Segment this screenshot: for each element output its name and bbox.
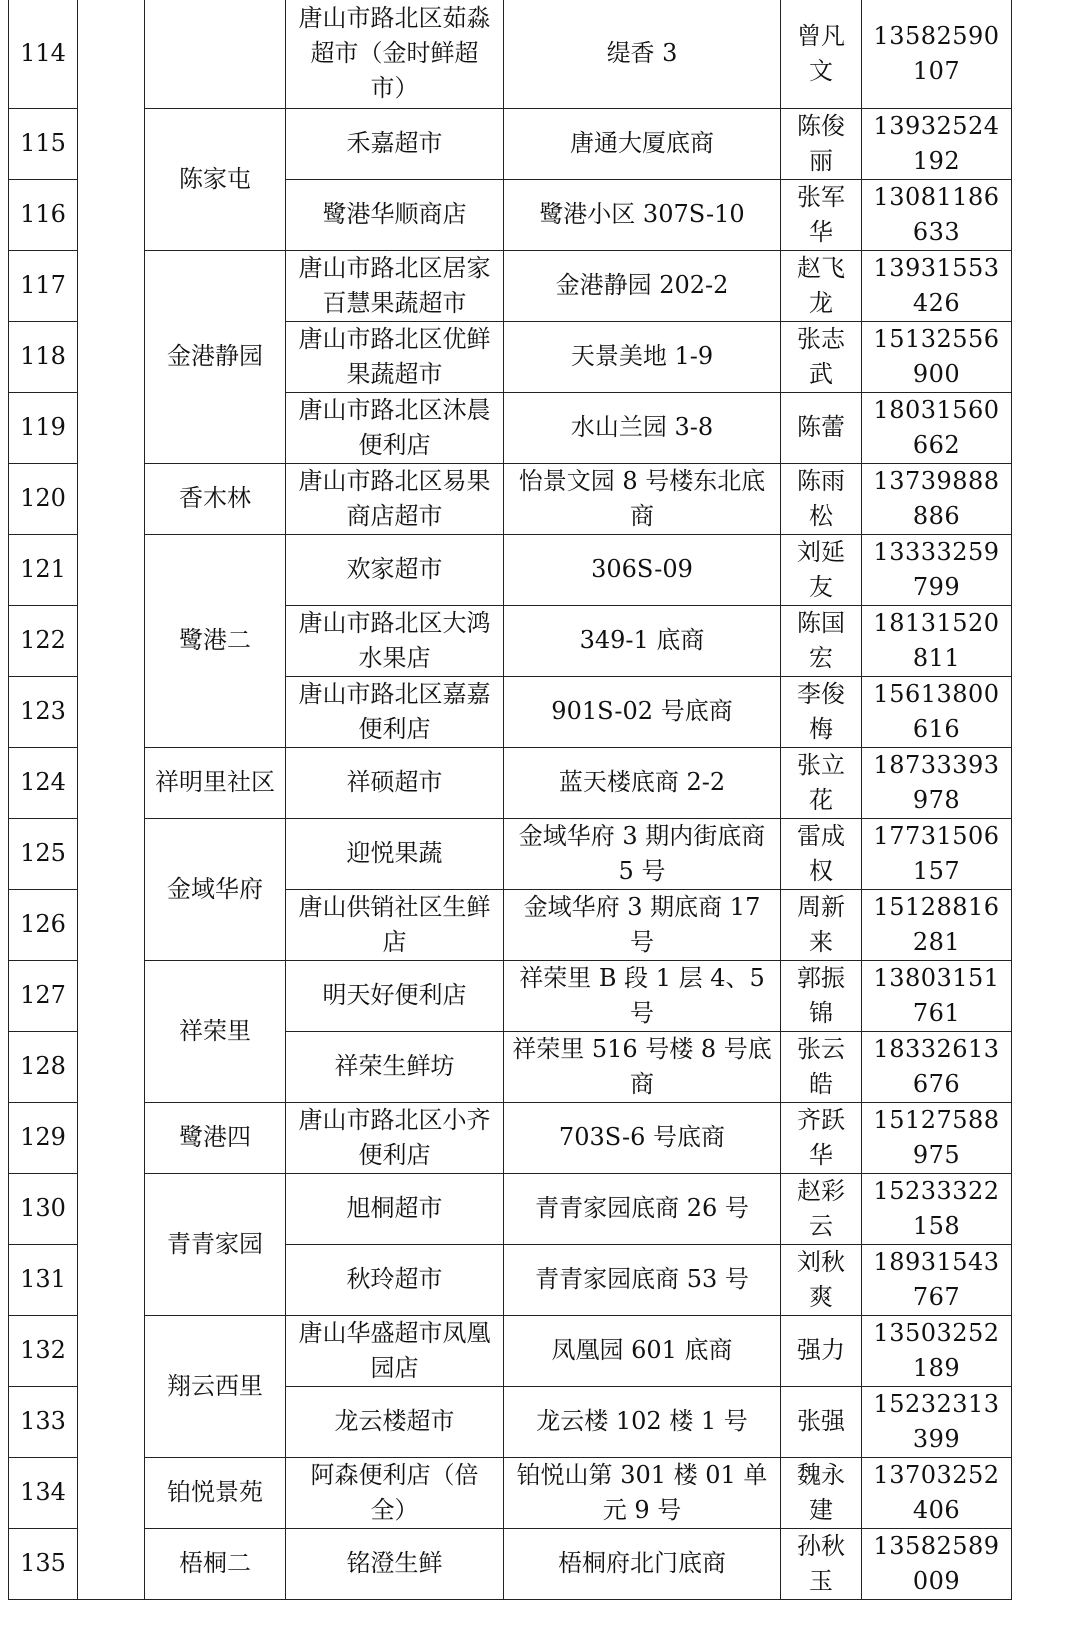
contact-person-cell: 雷成权	[781, 818, 862, 889]
row-number: 122	[9, 605, 78, 676]
contact-person-cell: 陈俊丽	[781, 108, 862, 179]
phone-cell: 13582589009	[862, 1528, 1012, 1599]
row-number: 130	[9, 1173, 78, 1244]
table-row	[9, 250, 1012, 321]
store-name-cell: 阿森便利店（倍全）	[286, 1457, 504, 1528]
store-name-cell: 祥硕超市	[286, 747, 504, 818]
table-row	[9, 1528, 1012, 1599]
community-cell	[145, 0, 286, 108]
table-row	[9, 747, 1012, 818]
table-row	[9, 1102, 1012, 1173]
phone-cell: 13503252189	[862, 1315, 1012, 1386]
community-cell: 翔云西里	[145, 1315, 286, 1457]
phone-cell: 15233322158	[862, 1173, 1012, 1244]
store-name-cell: 唐山市路北区茹淼超市（金时鲜超市）	[286, 0, 504, 108]
contact-person-cell: 赵飞龙	[781, 250, 862, 321]
row-number: 125	[9, 818, 78, 889]
table-row	[9, 1173, 1012, 1244]
community-cell: 铂悦景苑	[145, 1457, 286, 1528]
table-row	[9, 463, 1012, 534]
row-number: 135	[9, 1528, 78, 1599]
community-cell: 鹭港二	[145, 534, 286, 747]
address-cell: 水山兰园 3-8	[504, 392, 781, 463]
phone-cell: 15232313399	[862, 1386, 1012, 1457]
row-number: 127	[9, 960, 78, 1031]
address-cell: 349-1 底商	[504, 605, 781, 676]
contact-person-cell: 张志武	[781, 321, 862, 392]
phone-cell: 15127588975	[862, 1102, 1012, 1173]
store-name-cell: 祥荣生鲜坊	[286, 1031, 504, 1102]
contact-person-cell: 郭振锦	[781, 960, 862, 1031]
phone-cell: 13803151761	[862, 960, 1012, 1031]
community-cell: 梧桐二	[145, 1528, 286, 1599]
row-number: 131	[9, 1244, 78, 1315]
phone-cell: 13582590107	[862, 0, 1012, 108]
contact-person-cell: 周新来	[781, 889, 862, 960]
row-number: 128	[9, 1031, 78, 1102]
row-number: 119	[9, 392, 78, 463]
community-cell: 香木林	[145, 463, 286, 534]
address-cell: 梧桐府北门底商	[504, 1528, 781, 1599]
community-cell: 青青家园	[145, 1173, 286, 1315]
phone-cell: 13739888886	[862, 463, 1012, 534]
row-number: 120	[9, 463, 78, 534]
contact-person-cell: 齐跃华	[781, 1102, 862, 1173]
row-number: 117	[9, 250, 78, 321]
phone-cell: 15132556900	[862, 321, 1012, 392]
contact-person-cell: 李俊梅	[781, 676, 862, 747]
address-cell: 缇香 3	[504, 0, 781, 108]
row-number: 116	[9, 179, 78, 250]
row-number: 126	[9, 889, 78, 960]
contact-person-cell: 陈国宏	[781, 605, 862, 676]
address-cell: 901S-02 号底商	[504, 676, 781, 747]
community-cell: 金域华府	[145, 818, 286, 960]
phone-cell: 18931543767	[862, 1244, 1012, 1315]
address-cell: 怡景文园 8 号楼东北底商	[504, 463, 781, 534]
store-name-cell: 禾嘉超市	[286, 108, 504, 179]
contact-person-cell: 孙秋玉	[781, 1528, 862, 1599]
store-list-table	[8, 0, 1012, 1600]
table-row	[9, 0, 1012, 108]
community-cell: 陈家屯	[145, 108, 286, 250]
address-cell: 金域华府 3 期底商 17 号	[504, 889, 781, 960]
store-name-cell: 唐山市路北区易果商店超市	[286, 463, 504, 534]
contact-person-cell: 张强	[781, 1386, 862, 1457]
district-column-cell	[78, 0, 145, 1599]
store-name-cell: 唐山市路北区居家百慧果蔬超市	[286, 250, 504, 321]
contact-person-cell: 强力	[781, 1315, 862, 1386]
row-number: 133	[9, 1386, 78, 1457]
contact-person-cell: 陈雨松	[781, 463, 862, 534]
community-cell: 祥明里社区	[145, 747, 286, 818]
store-name-cell: 铭澄生鲜	[286, 1528, 504, 1599]
address-cell: 祥荣里 516 号楼 8 号底商	[504, 1031, 781, 1102]
store-name-cell: 欢家超市	[286, 534, 504, 605]
table-body	[9, 0, 1012, 1599]
address-cell: 凤凰园 601 底商	[504, 1315, 781, 1386]
phone-cell: 18031560662	[862, 392, 1012, 463]
address-cell: 龙云楼 102 楼 1 号	[504, 1386, 781, 1457]
contact-person-cell: 刘秋爽	[781, 1244, 862, 1315]
address-cell: 金港静园 202-2	[504, 250, 781, 321]
phone-cell: 18332613676	[862, 1031, 1012, 1102]
address-cell: 祥荣里 B 段 1 层 4、5 号	[504, 960, 781, 1031]
row-number: 114	[9, 0, 78, 108]
phone-cell: 18131520811	[862, 605, 1012, 676]
store-name-cell: 明天好便利店	[286, 960, 504, 1031]
row-number: 129	[9, 1102, 78, 1173]
table-row	[9, 818, 1012, 889]
phone-cell: 13932524192	[862, 108, 1012, 179]
phone-cell: 13333259799	[862, 534, 1012, 605]
store-name-cell: 龙云楼超市	[286, 1386, 504, 1457]
row-number: 132	[9, 1315, 78, 1386]
store-name-cell: 旭桐超市	[286, 1173, 504, 1244]
address-cell: 唐通大厦底商	[504, 108, 781, 179]
row-number: 115	[9, 108, 78, 179]
phone-cell: 18733393978	[862, 747, 1012, 818]
phone-cell: 13703252406	[862, 1457, 1012, 1528]
address-cell: 鹭港小区 307S-10	[504, 179, 781, 250]
store-name-cell: 唐山市路北区嘉嘉便利店	[286, 676, 504, 747]
contact-person-cell: 张云皓	[781, 1031, 862, 1102]
phone-cell: 15128816281	[862, 889, 1012, 960]
table-row	[9, 960, 1012, 1031]
store-name-cell: 唐山市路北区优鲜果蔬超市	[286, 321, 504, 392]
contact-person-cell: 张立花	[781, 747, 862, 818]
community-cell: 鹭港四	[145, 1102, 286, 1173]
community-cell: 祥荣里	[145, 960, 286, 1102]
store-name-cell: 迎悦果蔬	[286, 818, 504, 889]
contact-person-cell: 张军华	[781, 179, 862, 250]
address-cell: 703S-6 号底商	[504, 1102, 781, 1173]
address-cell: 天景美地 1-9	[504, 321, 781, 392]
phone-cell: 13081186633	[862, 179, 1012, 250]
contact-person-cell: 曾凡文	[781, 0, 862, 108]
row-number: 123	[9, 676, 78, 747]
address-cell: 铂悦山第 301 楼 01 单元 9 号	[504, 1457, 781, 1528]
address-cell: 306S-09	[504, 534, 781, 605]
store-name-cell: 唐山市路北区大鸿水果店	[286, 605, 504, 676]
address-cell: 青青家园底商 53 号	[504, 1244, 781, 1315]
phone-cell: 15613800616	[862, 676, 1012, 747]
phone-cell: 17731506157	[862, 818, 1012, 889]
community-cell: 金港静园	[145, 250, 286, 463]
row-number: 134	[9, 1457, 78, 1528]
table-row	[9, 1457, 1012, 1528]
address-cell: 青青家园底商 26 号	[504, 1173, 781, 1244]
row-number: 124	[9, 747, 78, 818]
store-name-cell: 唐山市路北区小齐便利店	[286, 1102, 504, 1173]
store-name-cell: 唐山市路北区沐晨便利店	[286, 392, 504, 463]
table-row	[9, 108, 1012, 179]
contact-person-cell: 刘延友	[781, 534, 862, 605]
store-name-cell: 唐山供销社区生鲜店	[286, 889, 504, 960]
address-cell: 蓝天楼底商 2-2	[504, 747, 781, 818]
contact-person-cell: 赵彩云	[781, 1173, 862, 1244]
table-row	[9, 534, 1012, 605]
table-row	[9, 1315, 1012, 1386]
store-name-cell: 秋玲超市	[286, 1244, 504, 1315]
row-number: 118	[9, 321, 78, 392]
phone-cell: 13931553426	[862, 250, 1012, 321]
contact-person-cell: 魏永建	[781, 1457, 862, 1528]
row-number: 121	[9, 534, 78, 605]
store-name-cell: 唐山华盛超市凤凰园店	[286, 1315, 504, 1386]
contact-person-cell: 陈蕾	[781, 392, 862, 463]
store-name-cell: 鹭港华顺商店	[286, 179, 504, 250]
address-cell: 金域华府 3 期内街底商 5 号	[504, 818, 781, 889]
